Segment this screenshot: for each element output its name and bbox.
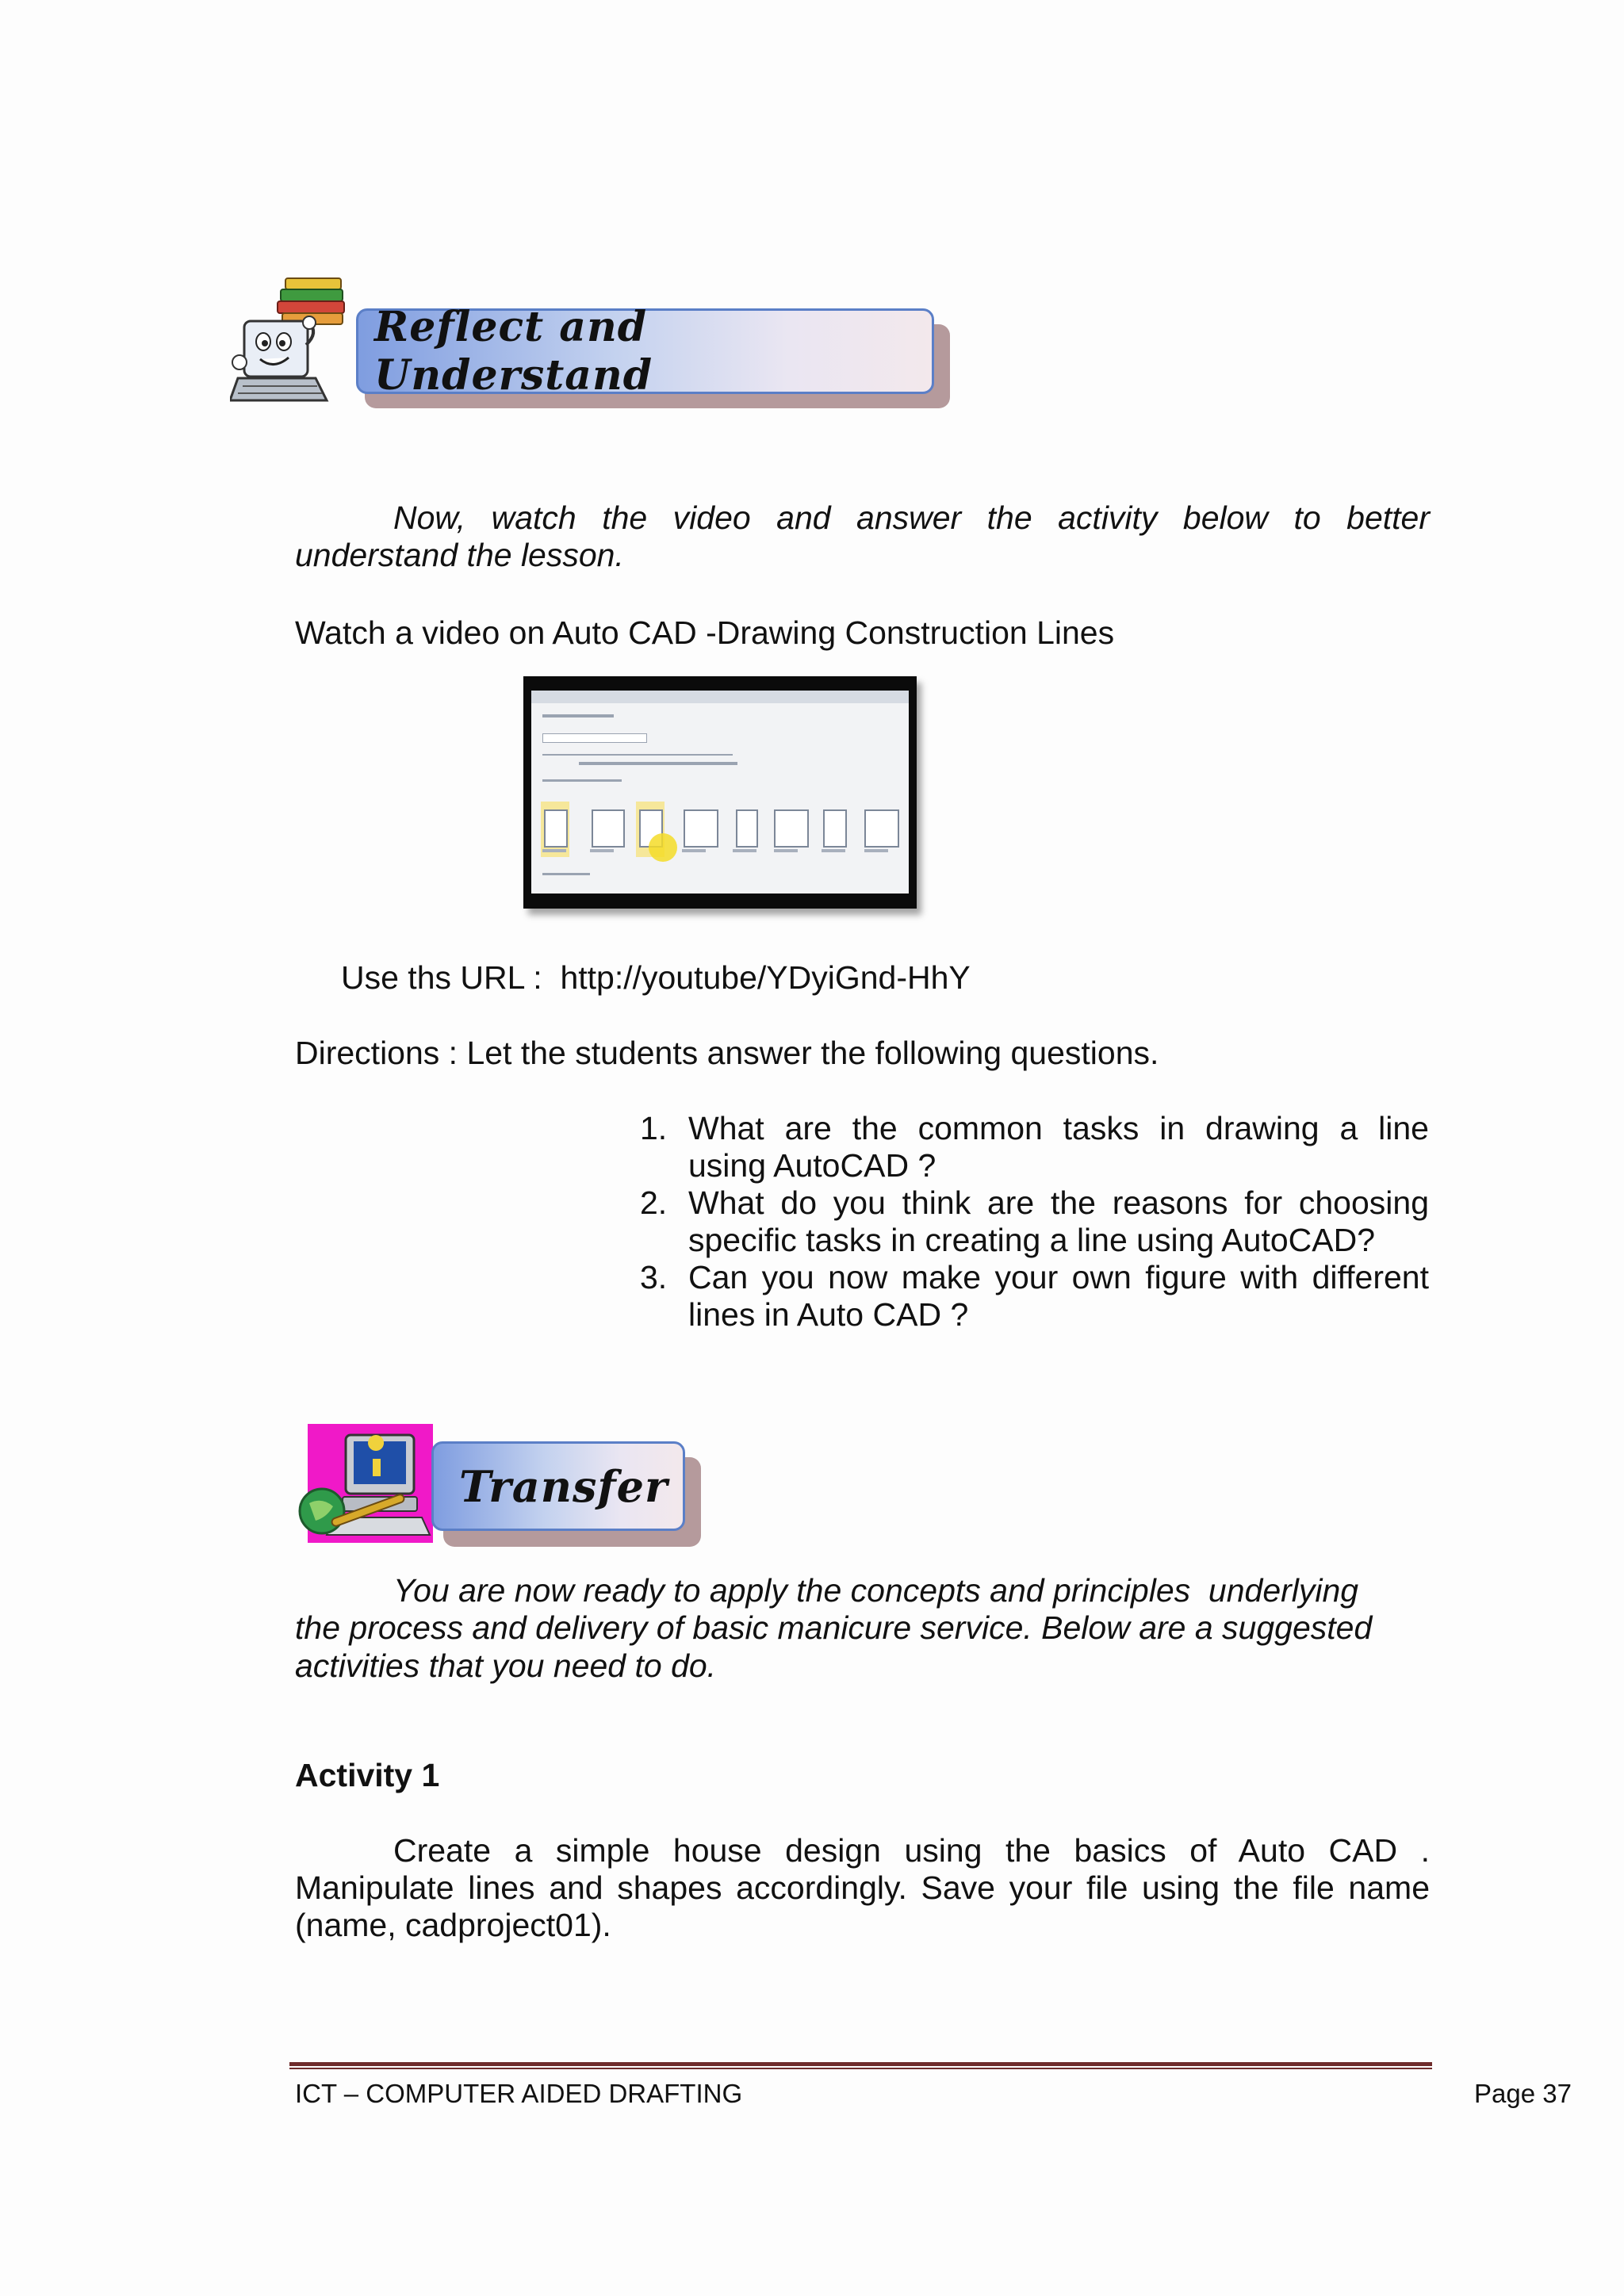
activity-line3: (name, cadproject01). [295,1907,611,1943]
activity-line1: Create a simple house design using the basics of Auto CAD . [393,1832,1430,1869]
question-item: 3. Can you now make your own figure with different lines in Auto CAD ? [640,1259,1429,1333]
transfer-section-title: Transfer [459,1460,668,1512]
video-url-line: Use ths URL : http://youtube/YDyiGnd-HhY [341,959,971,996]
activity-heading: Activity 1 [295,1757,440,1793]
footer-rule-thin [289,2068,1432,2069]
transfer-intro-line1: You are now ready to apply the concepts and principles underlying [393,1572,1359,1609]
reflect-section-banner [356,303,934,400]
footer-rule [289,2062,1432,2066]
activity-line2: Manipulate lines and shapes accordingly. Save your file using the file name [295,1869,1430,1906]
video-thumbnail[interactable] [523,676,917,909]
footer-course-title: ICT – COMPUTER AIDED DRAFTING [295,2079,743,2108]
question-list [640,1110,1429,1334]
watch-video-text: Watch a video on Auto CAD -Drawing Construction Lines [295,614,1115,651]
directions-text: Directions : Let the students answer the following questions. [295,1035,1159,1071]
transfer-intro-line2: the process and delivery of basic manicure service. Below are a suggested [295,1609,1373,1646]
reflect-section-title: Reflect and Understand [374,303,653,400]
reflect-intro-line1: Now, watch the video and answer the activity below to better [393,499,1430,536]
question-item: 2. What do you think are the reasons for choosing specific tasks in creating a line using AutoCAD? [640,1184,1429,1258]
transfer-intro-line3: activities that you need to do. [295,1647,717,1684]
reflect-intro-line2: understand the lesson. [295,537,624,573]
video-screen [531,691,909,894]
reflect-mascot-icon [230,274,357,412]
transfer-computer-key-icon [298,1424,433,1543]
question-item: 1. What are the common tasks in drawing a line using AutoCAD ? [640,1110,1429,1184]
footer-page-number: Page 37 [1474,2079,1572,2108]
transfer-section-banner [431,1441,685,1531]
